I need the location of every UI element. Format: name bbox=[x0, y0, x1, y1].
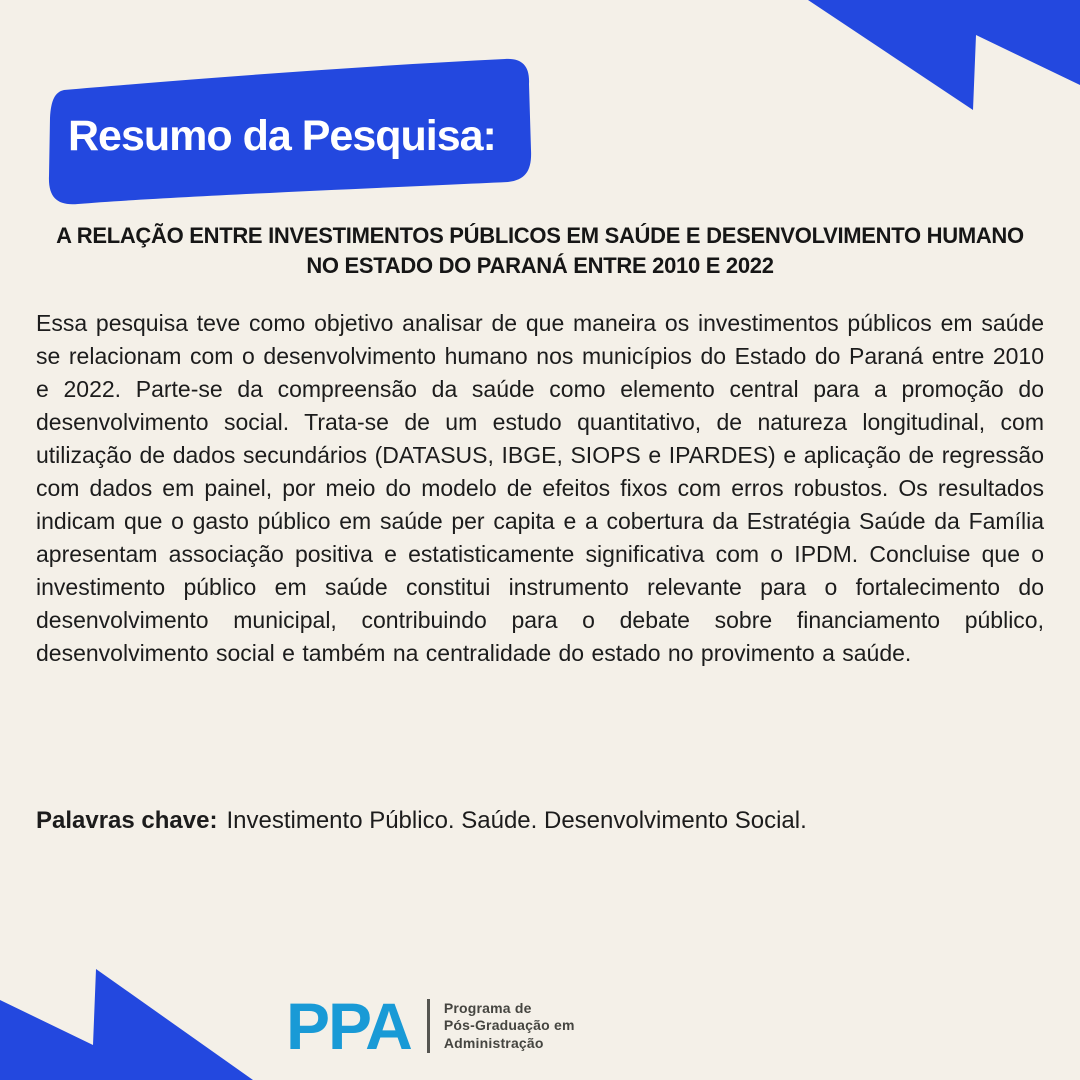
corner-zigzag-top-right-polygon bbox=[808, 0, 1080, 110]
ppa-logo-caption-line-1: Programa de bbox=[443, 999, 532, 1016]
headline-line-1: A RELAÇÃO ENTRE INVESTIMENTOS PÚBLICOS EM SAÚDE E DESENVOLVIMENTO HUMANO bbox=[56, 223, 1024, 248]
corner-zigzag-top-right bbox=[800, 0, 1080, 112]
banner-title: Resumo da Pesquisa: bbox=[68, 112, 496, 160]
headline bbox=[0, 221, 1080, 281]
ppa-logo-acronym: PPA bbox=[286, 989, 411, 1063]
ppa-logo-caption bbox=[444, 1000, 575, 1053]
abstract-paragraph: Essa pesquisa teve como objetivo analisar de que maneira os investimentos públicos em saúde se relacionam com o desenvolvimento humano nos municípios do Estado do Paraná entre 2010 e 2022. Parte-se da compreensão da saúde como elemento central para a promoção do desenvolvimento social. Trata-se de um estudo quantitativo, de natureza longitudinal, com utilização de dados secundários (DATASUS, IBGE, SIOPS e IPARDES) e aplicação de regressão com dados em painel, por meio do modelo de efeitos fixos com erros robustos. Os resultados indicam que o gasto público em saúde per capita e a cobertura da Estratégia Saúde da Família apresentam associação positiva e estatisticamente significativa com o IPDM. Concluise que o investimento público em saúde constitui instrumento relevante para o fortalecimento do desenvolvimento municipal, contribuindo para o debate sobre financiamento público, desenvolvimento social e também na centralidade do estado no provimento a saúde. bbox=[36, 310, 1044, 666]
keywords-value: Investimento Público. Saúde. Desenvolvimento Social. bbox=[226, 807, 807, 834]
keywords-label: Palavras chave: bbox=[36, 807, 218, 834]
keywords-line bbox=[36, 806, 1044, 836]
ppa-logo-divider bbox=[427, 999, 430, 1053]
corner-zigzag-bottom-left bbox=[0, 968, 256, 1080]
corner-zigzag-bottom-left-polygon bbox=[0, 969, 253, 1080]
ppa-logo-caption-line-2: Pós-Graduação em bbox=[443, 1017, 575, 1034]
ppa-logo bbox=[286, 989, 575, 1063]
banner bbox=[38, 52, 548, 217]
headline-line-2: NO ESTADO DO PARANÁ ENTRE 2010 E 2022 bbox=[306, 253, 774, 278]
ppa-logo-caption-line-3: Administração bbox=[443, 1034, 544, 1051]
